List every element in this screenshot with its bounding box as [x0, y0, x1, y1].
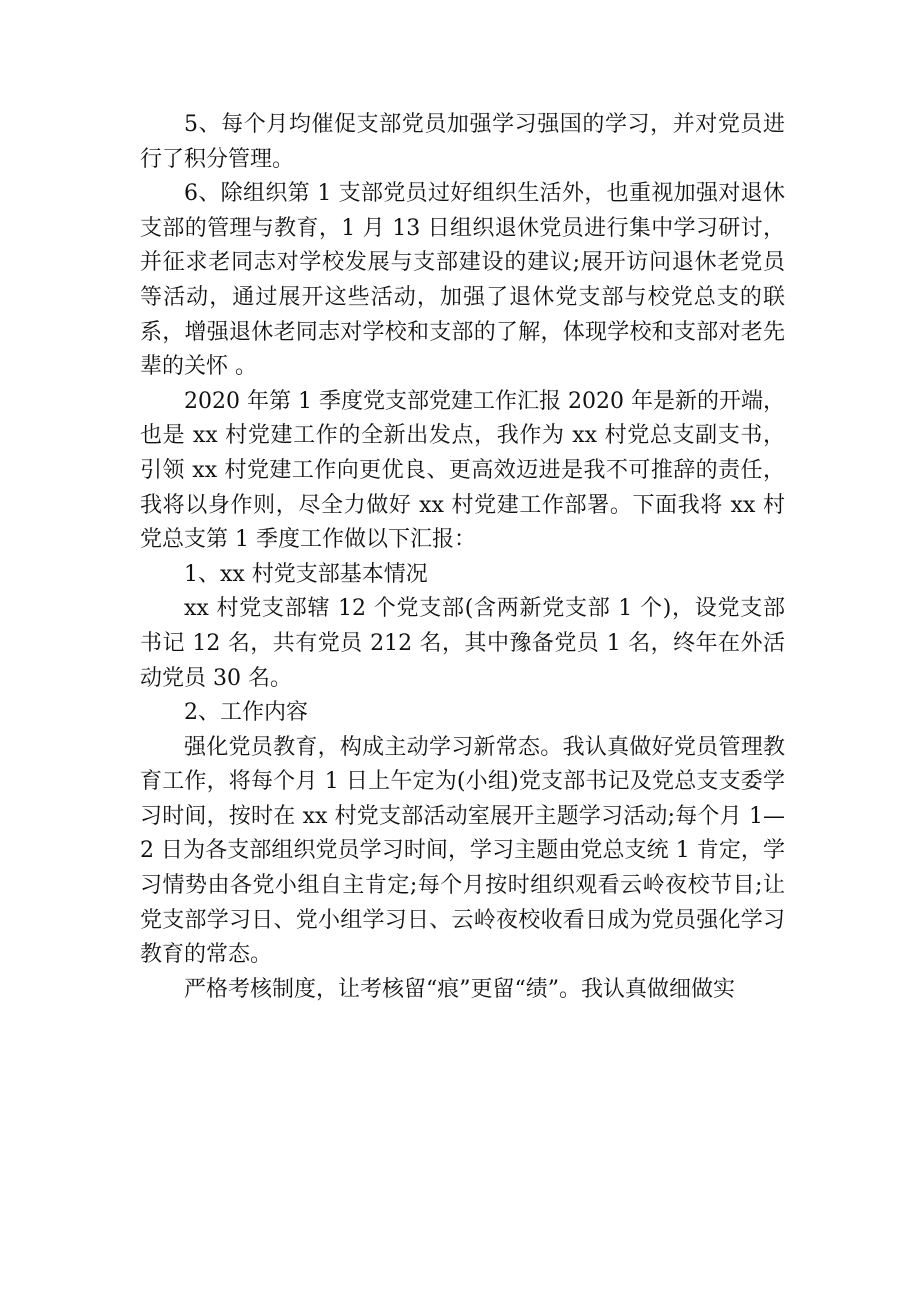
document-body: [140, 108, 785, 1007]
report-intro-paragraph: 2020 年第 1 季度党支部党建工作汇报 2020 年是新的开端，也是 xx 村党建工作的全新出发点，我作为 xx 村党总支副支书，引领 xx 村党建工作向更优良、更高效迈进是我不可推辞的责任，我将以身作则，尽全力做好 xx 村党建工作部署。下面我将 xx 村党总支第 1 季度工作做以下汇报：: [140, 388, 785, 553]
section-heading-work-content: 2、工作内容: [184, 700, 308, 726]
paragraph-item-5: 5、每个月均催促支部党员加强学习强国的学习，并对党员进行了积分管理。: [140, 112, 785, 172]
paragraph-item-6: 6、除组织第 1 支部党员过好组织生活外，也重视加强对退休支部的管理与教育，1 月 13 日组织退休党员进行集中学习研讨， 并征求老同志对学校发展与支部建设的建议;展开访问退休老党员等活动，通过展开这些活动，加强了退休党支部与校党总支的联系，增强退休老同志对学校和支部的了解，体现学校和支部对老先辈的关怀 。: [140, 181, 785, 380]
assessment-paragraph: 严格考核制度，让考核留“痕”更留“绩”。我认真做细做实: [184, 976, 735, 1002]
basic-info-paragraph: xx 村党支部辖 12 个党支部(含两新党支部 1 个)，设党支部书记 12 名，共有党员 212 名，其中豫备党员 1 名，终年在外活动党员 30 名。: [140, 596, 785, 691]
section-heading-basic-info: 1、xx 村党支部基本情况: [184, 561, 428, 587]
education-paragraph: 强化党员教育，构成主动学习新常态。我认真做好党员管理教育工作，将每个月 1 日上午定为(小组)党支部书记及党总支支委学习时间，按时在 xx 村党支部活动室展开主题学习活动;每个月 1—2 日为各支部组织党员学习时间，学习主题由党总支统 1 肯定，学习情势由各党小组自主肯定;每个月按时组织观看云岭夜校节目;让党支部学习日、党小组学习日、云岭夜校收看日成为党员强化学习教育的常态。: [140, 734, 785, 968]
